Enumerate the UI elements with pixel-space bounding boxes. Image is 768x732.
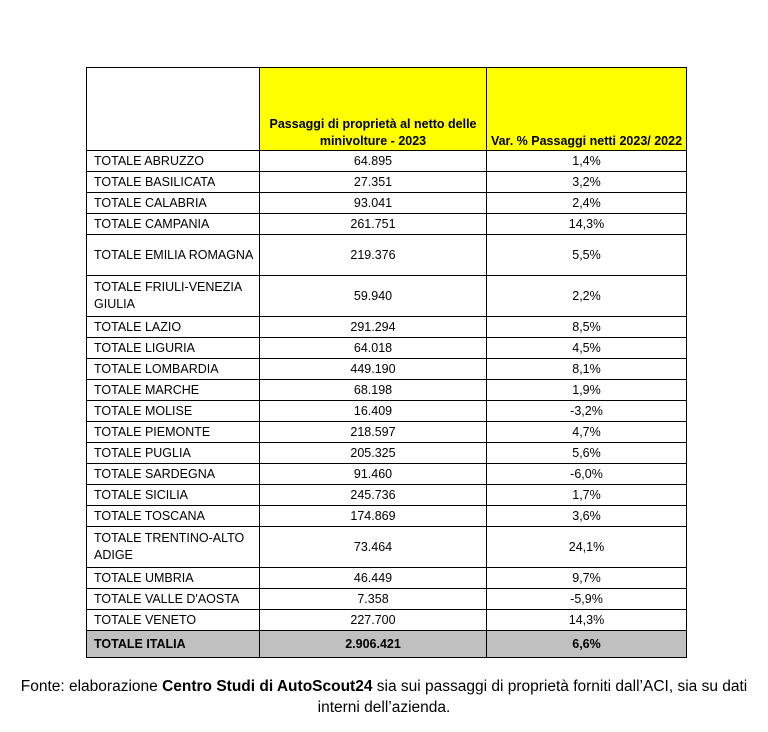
region-cell: TOTALE SARDEGNA (87, 464, 260, 485)
passaggi-cell: 91.460 (260, 464, 487, 485)
header-variation: Var. % Passaggi netti 2023/ 2022 (487, 68, 687, 151)
passaggi-cell: 245.736 (260, 485, 487, 506)
table-row (87, 235, 687, 276)
region-cell: TOTALE BASILICATA (87, 172, 260, 193)
region-cell: TOTALE EMILIA ROMAGNA (87, 235, 260, 276)
region-cell: TOTALE CAMPANIA (87, 214, 260, 235)
region-cell: TOTALE UMBRIA (87, 568, 260, 589)
source-prefix: Fonte: elaborazione (20, 678, 163, 695)
table-row (87, 610, 687, 631)
header-empty-cell (87, 68, 260, 151)
variation-cell: 5,6% (487, 443, 687, 464)
region-cell: TOTALE MARCHE (87, 380, 260, 401)
table-row (87, 485, 687, 506)
passaggi-cell: 219.376 (260, 235, 487, 276)
region-cell: TOTALE MOLISE (87, 401, 260, 422)
variation-cell: 3,6% (487, 506, 687, 527)
region-cell: TOTALE SICILIA (87, 485, 260, 506)
passaggi-cell: 46.449 (260, 568, 487, 589)
variation-cell: 4,7% (487, 422, 687, 443)
table-row (87, 359, 687, 380)
table-row (87, 380, 687, 401)
region-cell: TOTALE TRENTINO-ALTO ADIGE (87, 527, 260, 568)
table-row (87, 443, 687, 464)
source-suffix: sia sui passaggi di proprietà forniti dall’ACI, sia su dati interni dell’azienda. (317, 678, 748, 716)
region-cell: TOTALE PUGLIA (87, 443, 260, 464)
table-row (87, 214, 687, 235)
passaggi-cell: 64.895 (260, 151, 487, 172)
variation-cell: 4,5% (487, 338, 687, 359)
variation-cell: 14,3% (487, 214, 687, 235)
passaggi-cell: 449.190 (260, 359, 487, 380)
passaggi-cell: 7.358 (260, 589, 487, 610)
variation-cell: 1,7% (487, 485, 687, 506)
region-cell: TOTALE CALABRIA (87, 193, 260, 214)
table-row (87, 276, 687, 317)
variation-cell: -3,2% (487, 401, 687, 422)
variation-cell: 9,7% (487, 568, 687, 589)
region-cell: TOTALE FRIULI-VENEZIA GIULIA (87, 276, 260, 317)
table-row (87, 527, 687, 568)
passaggi-cell: 205.325 (260, 443, 487, 464)
passaggi-cell: 227.700 (260, 610, 487, 631)
variation-cell: 1,9% (487, 380, 687, 401)
variation-cell: -5,9% (487, 589, 687, 610)
region-cell: TOTALE VALLE D'AOSTA (87, 589, 260, 610)
variation-cell: 1,4% (487, 151, 687, 172)
passaggi-cell: 59.940 (260, 276, 487, 317)
regional-transfers-table (86, 67, 687, 658)
variation-cell: 5,5% (487, 235, 687, 276)
total-passaggi-cell: 2.906.421 (260, 631, 487, 658)
variation-cell: 8,5% (487, 317, 687, 338)
table-row (87, 338, 687, 359)
passaggi-cell: 291.294 (260, 317, 487, 338)
table-row (87, 172, 687, 193)
passaggi-cell: 73.464 (260, 527, 487, 568)
table-row (87, 589, 687, 610)
variation-cell: -6,0% (487, 464, 687, 485)
table-row (87, 422, 687, 443)
passaggi-cell: 68.198 (260, 380, 487, 401)
region-cell: TOTALE TOSCANA (87, 506, 260, 527)
region-cell: TOTALE ABRUZZO (87, 151, 260, 172)
region-cell: TOTALE LIGURIA (87, 338, 260, 359)
region-cell: TOTALE PIEMONTE (87, 422, 260, 443)
passaggi-cell: 261.751 (260, 214, 487, 235)
table-row (87, 151, 687, 172)
header-passaggi: Passaggi di proprietà al netto delle minivolture - 2023 (260, 68, 487, 151)
variation-cell: 8,1% (487, 359, 687, 380)
total-variation-cell: 6,6% (487, 631, 687, 658)
total-region-cell: TOTALE ITALIA (87, 631, 260, 658)
passaggi-cell: 174.869 (260, 506, 487, 527)
table-header-row (87, 68, 687, 151)
region-cell: TOTALE LAZIO (87, 317, 260, 338)
table-row (87, 401, 687, 422)
passaggi-cell: 218.597 (260, 422, 487, 443)
region-cell: TOTALE VENETO (87, 610, 260, 631)
source-bold-org: Centro Studi di AutoScout24 (162, 678, 373, 695)
table-row (87, 506, 687, 527)
source-note (0, 676, 768, 718)
passaggi-cell: 16.409 (260, 401, 487, 422)
variation-cell: 14,3% (487, 610, 687, 631)
region-cell: TOTALE LOMBARDIA (87, 359, 260, 380)
passaggi-cell: 93.041 (260, 193, 487, 214)
total-italia-row (87, 631, 687, 658)
variation-cell: 2,2% (487, 276, 687, 317)
passaggi-cell: 27.351 (260, 172, 487, 193)
table-row (87, 568, 687, 589)
table-row (87, 317, 687, 338)
passaggi-cell: 64.018 (260, 338, 487, 359)
variation-cell: 24,1% (487, 527, 687, 568)
table-row (87, 193, 687, 214)
variation-cell: 3,2% (487, 172, 687, 193)
variation-cell: 2,4% (487, 193, 687, 214)
table-row (87, 464, 687, 485)
